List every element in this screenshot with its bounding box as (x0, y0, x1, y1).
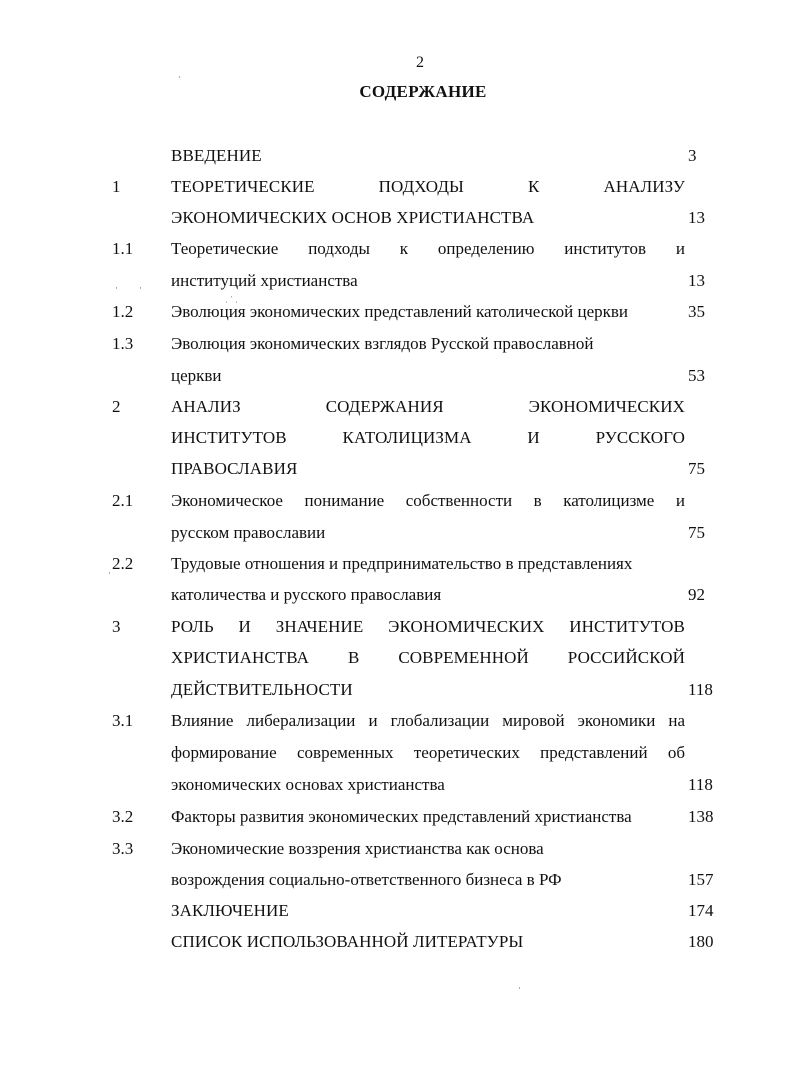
toc-entry-chapter-3 (0, 612, 798, 642)
toc-page-number: 180 (688, 932, 714, 951)
toc-entry-1-1-cont (0, 266, 798, 296)
scan-speck: ˎ (178, 68, 181, 78)
page-number: 2 (416, 54, 424, 71)
toc-entry-text: Трудовые отношения и предпринимательство в представлениях (171, 554, 633, 573)
toc-entry-3-1-cont (0, 738, 798, 768)
toc-entry-text: ТЕОРЕТИЧЕСКИЕ ПОДХОДЫ К АНАЛИЗУ (171, 177, 685, 196)
toc-page-number: 118 (688, 680, 713, 699)
toc-page-number: 75 (688, 459, 705, 478)
toc-entry-text: Влияние либерализации и глобализации мировой экономики на (171, 711, 685, 730)
toc-page-number: 92 (688, 585, 705, 604)
toc-page-number: 3 (688, 146, 697, 165)
toc-section-number: 2.2 (112, 554, 134, 573)
scan-speck: · (108, 568, 111, 578)
toc-entry-text: экономических основах христианства (171, 775, 445, 794)
toc-entry-text: Эволюция экономических представлений католической церкви (171, 302, 629, 321)
toc-entry-chapter-2-cont (0, 423, 798, 453)
toc-entry-text: католичества и русского православия (171, 585, 442, 604)
toc-entry-text: институций христианства (171, 271, 358, 290)
toc-entry-conclusion (0, 896, 798, 926)
toc-entry-text: ЭКОНОМИЧЕСКИХ ОСНОВ ХРИСТИАНСТВА (171, 208, 535, 227)
toc-entry-1-2 (0, 297, 798, 327)
toc-entry-text: церкви (171, 366, 222, 385)
toc-section-number: 3 (112, 617, 121, 636)
toc-entry-introduction (0, 141, 798, 171)
toc-entry-chapter-1-cont (0, 203, 798, 233)
toc-entry-text: Экономическое понимание собственности в католицизме и (171, 491, 685, 510)
toc-entry-3-3 (0, 834, 798, 864)
toc-entry-text: ПРАВОСЛАВИЯ (171, 459, 298, 478)
toc-entry-text: Экономические воззрения христианства как основа (171, 839, 544, 858)
toc-section-number: 1.2 (112, 302, 134, 321)
toc-entry-chapter-1 (0, 172, 798, 202)
toc-entry-text: русском православии (171, 523, 326, 542)
toc-page-number: 157 (688, 870, 714, 889)
toc-entry-text: АНАЛИЗ СОДЕРЖАНИЯ ЭКОНОМИЧЕСКИХ (171, 397, 685, 416)
toc-entry-text: ВВЕДЕНИЕ (171, 146, 262, 165)
toc-page-number: 53 (688, 366, 705, 385)
toc-entry-text: Факторы развития экономических представлений христианства (171, 807, 632, 826)
toc-page-number: 118 (688, 775, 713, 794)
scan-speck: ˌ ˑ ˌ (225, 293, 238, 303)
toc-section-number: 3.2 (112, 807, 134, 826)
toc-page-number: 174 (688, 901, 714, 920)
toc-entry-text: Эволюция экономических взглядов Русской православной (171, 334, 594, 353)
toc-entry-text: ИНСТИТУТОВ КАТОЛИЦИЗМА И РУССКОГО (171, 428, 685, 447)
toc-entry-2-2 (0, 549, 798, 579)
toc-entry-text: возрождения социально-ответственного бизнеса в РФ (171, 870, 562, 889)
toc-page-number: 75 (688, 523, 705, 542)
toc-section-number: 3.1 (112, 711, 134, 730)
toc-entry-2-1-cont (0, 518, 798, 548)
toc-page-number: 35 (688, 302, 705, 321)
scan-speck: · (139, 283, 142, 293)
toc-entry-1-3-cont (0, 361, 798, 391)
toc-entry-2-2-cont (0, 580, 798, 610)
toc-section-number: 1 (112, 177, 121, 196)
document-title: СОДЕРЖАНИЕ (359, 82, 487, 101)
toc-entry-chapter-3-cont (0, 643, 798, 673)
toc-entry-text: СПИСОК ИСПОЛЬЗОВАННОЙ ЛИТЕРАТУРЫ (171, 932, 524, 951)
toc-section-number: 1.3 (112, 334, 134, 353)
toc-page-number: 13 (688, 208, 705, 227)
toc-entry-2-1 (0, 486, 798, 516)
toc-section-number: 3.3 (112, 839, 134, 858)
toc-entry-bibliography (0, 927, 798, 957)
toc-entry-chapter-2-cont2 (0, 454, 798, 484)
toc-entry-text: ХРИСТИАНСТВА В СОВРЕМЕННОЙ РОССИЙСКОЙ (171, 648, 685, 667)
toc-entry-text: формирование современных теоретических представлений об (171, 743, 685, 762)
toc-entry-text: Теоретические подходы к определению институтов и (171, 239, 685, 258)
toc-entry-1-1 (0, 234, 798, 264)
toc-entry-3-1-cont2 (0, 770, 798, 800)
toc-page-number: 13 (688, 271, 705, 290)
toc-entry-chapter-3-cont2 (0, 675, 798, 705)
toc-section-number: 1.1 (112, 239, 134, 258)
toc-entry-text: ДЕЙСТВИТЕЛЬНОСТИ (171, 680, 353, 699)
toc-section-number: 2 (112, 397, 121, 416)
toc-entry-3-3-cont (0, 865, 798, 895)
toc-page-number: 138 (688, 807, 714, 826)
toc-entry-text: ЗАКЛЮЧЕНИЕ (171, 901, 289, 920)
scan-speck: · (115, 283, 118, 293)
toc-entry-3-1 (0, 706, 798, 736)
toc-entry-chapter-2 (0, 392, 798, 422)
toc-entry-3-2 (0, 802, 798, 832)
scan-speck: · (518, 983, 521, 993)
toc-entry-1-3 (0, 329, 798, 359)
toc-section-number: 2.1 (112, 491, 134, 510)
toc-entry-text: РОЛЬ И ЗНАЧЕНИЕ ЭКОНОМИЧЕСКИХ ИНСТИТУТОВ (171, 617, 685, 636)
